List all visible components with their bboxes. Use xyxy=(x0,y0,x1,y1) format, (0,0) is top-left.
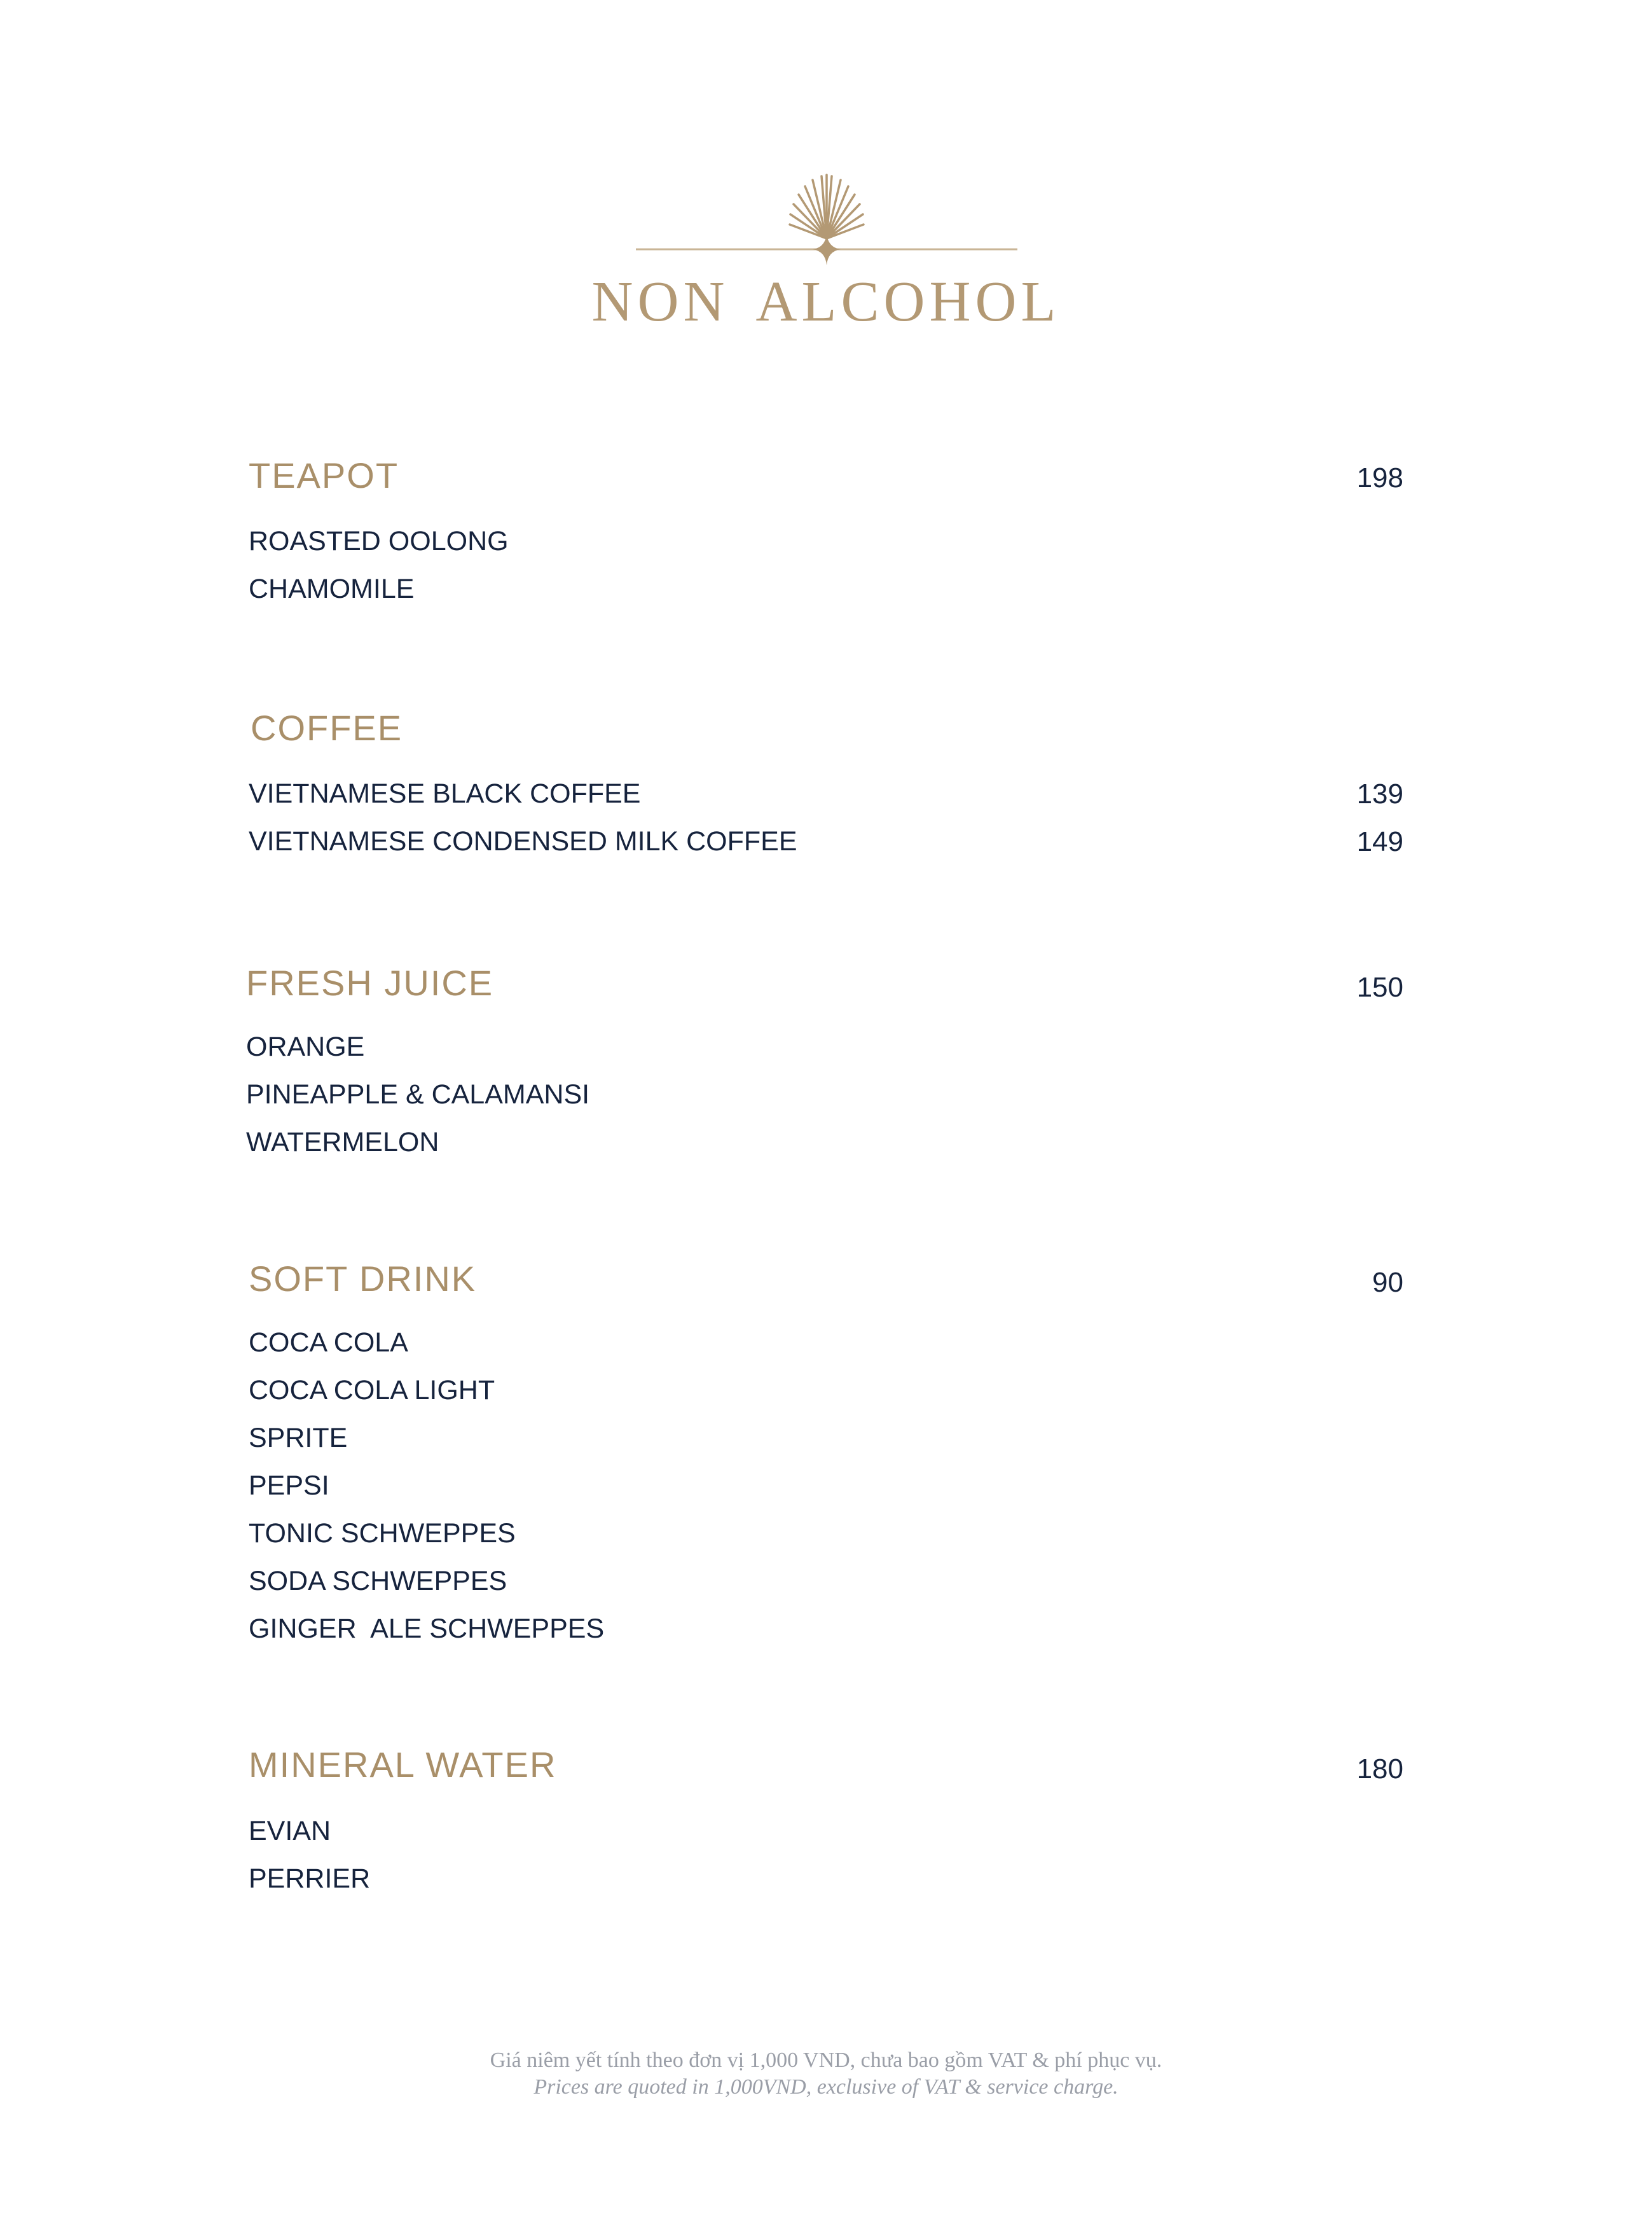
list-item: SPRITE xyxy=(249,1423,348,1453)
section-price-mineral-water: 180 xyxy=(1356,1753,1403,1785)
list-item: COCA COLA xyxy=(249,1327,408,1358)
page-title xyxy=(0,270,1652,333)
list-item: TONIC SCHWEPPES xyxy=(249,1518,516,1549)
page-title-word-1: NON xyxy=(591,270,729,333)
list-item: WATERMELON xyxy=(246,1127,439,1157)
page-title-word-2: ALCOHOL xyxy=(755,270,1061,333)
list-item: ROASTED OOLONG xyxy=(249,526,509,556)
list-item: CHAMOMILE xyxy=(249,574,415,604)
item-price: 139 xyxy=(1356,778,1403,810)
list-item: ORANGE xyxy=(246,1032,365,1062)
section-title-teapot: TEAPOT xyxy=(249,455,399,495)
sunburst-shell-emblem-icon xyxy=(636,162,1017,270)
list-item: GINGER ALE SCHWEPPES xyxy=(249,1613,605,1644)
item-price: 149 xyxy=(1356,826,1403,857)
section-price-fresh-juice: 150 xyxy=(1356,972,1403,1003)
list-item: EVIAN xyxy=(249,1816,331,1846)
list-item: PINEAPPLE & CALAMANSI xyxy=(246,1079,590,1110)
list-item: PEPSI xyxy=(249,1470,329,1501)
list-item: VIETNAMESE BLACK COFFEE xyxy=(249,778,641,809)
section-title-mineral-water: MINERAL WATER xyxy=(249,1744,557,1785)
list-item: PERRIER xyxy=(249,1863,371,1894)
list-item: VIETNAMESE CONDENSED MILK COFFEE xyxy=(249,826,797,857)
footer-note-english: Prices are quoted in 1,000VND, exclusive of VAT & service charge. xyxy=(533,2075,1119,2099)
list-item: COCA COLA LIGHT xyxy=(249,1375,495,1406)
section-title-coffee: COFFEE xyxy=(251,708,403,748)
section-title-soft-drink: SOFT DRINK xyxy=(249,1259,477,1299)
section-price-soft-drink: 90 xyxy=(1372,1267,1403,1298)
section-title-fresh-juice: FRESH JUICE xyxy=(246,963,494,1003)
footer-note-vietnamese: Giá niêm yết tính theo đơn vị 1,000 VND, chưa bao gồm VAT & phí phục vụ. xyxy=(490,2048,1162,2072)
section-price-teapot: 198 xyxy=(1356,462,1403,494)
list-item: SODA SCHWEPPES xyxy=(249,1566,507,1596)
